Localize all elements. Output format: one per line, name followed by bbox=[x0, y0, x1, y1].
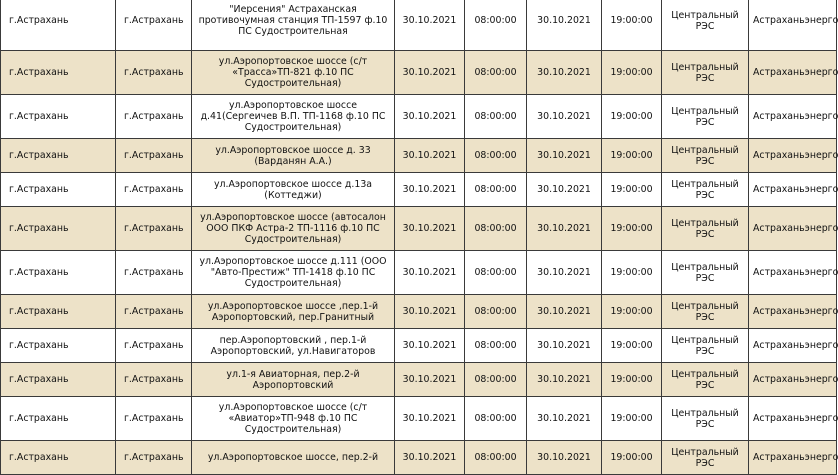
end-date-cell: 30.10.2021 bbox=[527, 207, 602, 251]
city-cell: г.Астрахань bbox=[116, 441, 192, 475]
region-cell: г.Астрахань bbox=[1, 173, 116, 207]
start-date-cell: 30.10.2021 bbox=[395, 139, 465, 173]
end-date-cell: 30.10.2021 bbox=[527, 251, 602, 295]
res-cell: Центральный РЭС bbox=[662, 441, 749, 475]
res-cell: Центральный РЭС bbox=[662, 251, 749, 295]
company-cell: Астраханьэнерго bbox=[749, 363, 837, 397]
res-cell: Центральный РЭС bbox=[662, 95, 749, 139]
res-cell: Центральный РЭС bbox=[662, 139, 749, 173]
company-cell: Астраханьэнерго bbox=[749, 95, 837, 139]
region-cell: г.Астрахань bbox=[1, 0, 116, 51]
address-cell: ул.Аэропортовское шоссе ,пер.1-й Аэропортовский, пер.Гранитный bbox=[192, 295, 395, 329]
start-time-cell: 08:00:00 bbox=[465, 251, 527, 295]
table-row bbox=[1, 441, 837, 475]
region-cell: г.Астрахань bbox=[1, 295, 116, 329]
start-time-cell: 08:00:00 bbox=[465, 51, 527, 95]
start-date-cell: 30.10.2021 bbox=[395, 95, 465, 139]
res-cell: Центральный РЭС bbox=[662, 363, 749, 397]
address-cell: ул.Аэропортовское шоссе (с/т «Трасса»ТП-821 ф.10 ПС Судостроительная) bbox=[192, 51, 395, 95]
address-cell: ул.Аэропортовское шоссе (автосалон ООО ПКФ Астра-2 ТП-1116 ф.10 ПС Судостроительная) bbox=[192, 207, 395, 251]
end-time-cell: 19:00:00 bbox=[602, 329, 662, 363]
start-time-cell: 08:00:00 bbox=[465, 363, 527, 397]
city-cell: г.Астрахань bbox=[116, 295, 192, 329]
address-cell: ул.Аэропортовское шоссе д. 33 (Варданян А.А.) bbox=[192, 139, 395, 173]
start-date-cell: 30.10.2021 bbox=[395, 363, 465, 397]
end-time-cell: 19:00:00 bbox=[602, 441, 662, 475]
company-cell: Астраханьэнерго bbox=[749, 397, 837, 441]
end-time-cell: 19:00:00 bbox=[602, 139, 662, 173]
start-time-cell: 08:00:00 bbox=[465, 397, 527, 441]
start-date-cell: 30.10.2021 bbox=[395, 295, 465, 329]
end-date-cell: 30.10.2021 bbox=[527, 363, 602, 397]
start-time-cell: 08:00:00 bbox=[465, 139, 527, 173]
table-row bbox=[1, 173, 837, 207]
region-cell: г.Астрахань bbox=[1, 441, 116, 475]
city-cell: г.Астрахань bbox=[116, 51, 192, 95]
city-cell: г.Астрахань bbox=[116, 173, 192, 207]
start-time-cell: 08:00:00 bbox=[465, 173, 527, 207]
end-time-cell: 19:00:00 bbox=[602, 207, 662, 251]
table-row bbox=[1, 139, 837, 173]
res-cell: Центральный РЭС bbox=[662, 295, 749, 329]
end-date-cell: 30.10.2021 bbox=[527, 0, 602, 51]
end-time-cell: 19:00:00 bbox=[602, 95, 662, 139]
res-cell: Центральный РЭС bbox=[662, 397, 749, 441]
address-cell: пер.Аэропортовский , пер.1-й Аэропортовский, ул.Навигаторов bbox=[192, 329, 395, 363]
table-row bbox=[1, 251, 837, 295]
end-date-cell: 30.10.2021 bbox=[527, 397, 602, 441]
start-time-cell: 08:00:00 bbox=[465, 441, 527, 475]
start-date-cell: 30.10.2021 bbox=[395, 207, 465, 251]
table-row bbox=[1, 95, 837, 139]
region-cell: г.Астрахань bbox=[1, 397, 116, 441]
end-time-cell: 19:00:00 bbox=[602, 51, 662, 95]
city-cell: г.Астрахань bbox=[116, 397, 192, 441]
start-time-cell: 08:00:00 bbox=[465, 0, 527, 51]
company-cell: Астраханьэнерго bbox=[749, 251, 837, 295]
table-row bbox=[1, 207, 837, 251]
start-date-cell: 30.10.2021 bbox=[395, 441, 465, 475]
region-cell: г.Астрахань bbox=[1, 51, 116, 95]
res-cell: Центральный РЭС bbox=[662, 51, 749, 95]
company-cell: Астраханьэнерго bbox=[749, 295, 837, 329]
start-time-cell: 08:00:00 bbox=[465, 207, 527, 251]
table-row bbox=[1, 51, 837, 95]
company-cell: Астраханьэнерго bbox=[749, 51, 837, 95]
end-time-cell: 19:00:00 bbox=[602, 363, 662, 397]
region-cell: г.Астрахань bbox=[1, 329, 116, 363]
address-cell: ул.1-я Авиаторная, пер.2-й Аэропортовский bbox=[192, 363, 395, 397]
end-date-cell: 30.10.2021 bbox=[527, 295, 602, 329]
region-cell: г.Астрахань bbox=[1, 207, 116, 251]
end-time-cell: 19:00:00 bbox=[602, 251, 662, 295]
table-row bbox=[1, 329, 837, 363]
city-cell: г.Астрахань bbox=[116, 207, 192, 251]
table-row bbox=[1, 0, 837, 51]
city-cell: г.Астрахань bbox=[116, 0, 192, 51]
start-time-cell: 08:00:00 bbox=[465, 329, 527, 363]
start-time-cell: 08:00:00 bbox=[465, 295, 527, 329]
address-cell: "Иерсения" Астраханская противочумная станция ТП-1597 ф.10 ПС Судостроительная bbox=[192, 0, 395, 51]
res-cell: Центральный РЭС bbox=[662, 207, 749, 251]
city-cell: г.Астрахань bbox=[116, 363, 192, 397]
address-cell: ул.Аэропортовское шоссе д.13а (Коттеджи) bbox=[192, 173, 395, 207]
end-date-cell: 30.10.2021 bbox=[527, 329, 602, 363]
city-cell: г.Астрахань bbox=[116, 139, 192, 173]
city-cell: г.Астрахань bbox=[116, 329, 192, 363]
company-cell: Астраханьэнерго bbox=[749, 173, 837, 207]
start-date-cell: 30.10.2021 bbox=[395, 329, 465, 363]
table-body bbox=[1, 0, 837, 475]
end-date-cell: 30.10.2021 bbox=[527, 95, 602, 139]
table-row bbox=[1, 363, 837, 397]
address-cell: ул.Аэропортовское шоссе д.41(Сергеичев В.П. ТП-1168 ф.10 ПС Судостроительная) bbox=[192, 95, 395, 139]
table-row bbox=[1, 295, 837, 329]
start-date-cell: 30.10.2021 bbox=[395, 173, 465, 207]
end-date-cell: 30.10.2021 bbox=[527, 173, 602, 207]
end-time-cell: 19:00:00 bbox=[602, 295, 662, 329]
start-date-cell: 30.10.2021 bbox=[395, 397, 465, 441]
region-cell: г.Астрахань bbox=[1, 363, 116, 397]
address-cell: ул.Аэропортовское шоссе, пер.2-й bbox=[192, 441, 395, 475]
address-cell: ул.Аэропортовское шоссе (с/т «Авиатор»ТП-948 ф.10 ПС Судостроительная) bbox=[192, 397, 395, 441]
start-time-cell: 08:00:00 bbox=[465, 95, 527, 139]
table-row bbox=[1, 397, 837, 441]
region-cell: г.Астрахань bbox=[1, 251, 116, 295]
company-cell: Астраханьэнерго bbox=[749, 207, 837, 251]
end-time-cell: 19:00:00 bbox=[602, 0, 662, 51]
end-date-cell: 30.10.2021 bbox=[527, 441, 602, 475]
company-cell: Астраханьэнерго bbox=[749, 0, 837, 51]
region-cell: г.Астрахань bbox=[1, 139, 116, 173]
end-time-cell: 19:00:00 bbox=[602, 397, 662, 441]
res-cell: Центральный РЭС bbox=[662, 0, 749, 51]
end-time-cell: 19:00:00 bbox=[602, 173, 662, 207]
company-cell: Астраханьэнерго bbox=[749, 329, 837, 363]
end-date-cell: 30.10.2021 bbox=[527, 139, 602, 173]
start-date-cell: 30.10.2021 bbox=[395, 51, 465, 95]
address-cell: ул.Аэропортовское шоссе д.111 (ООО "Авто-Престиж" ТП-1418 ф.10 ПС Судостроительная) bbox=[192, 251, 395, 295]
company-cell: Астраханьэнерго bbox=[749, 139, 837, 173]
res-cell: Центральный РЭС bbox=[662, 329, 749, 363]
company-cell: Астраханьэнерго bbox=[749, 441, 837, 475]
end-date-cell: 30.10.2021 bbox=[527, 51, 602, 95]
start-date-cell: 30.10.2021 bbox=[395, 0, 465, 51]
start-date-cell: 30.10.2021 bbox=[395, 251, 465, 295]
res-cell: Центральный РЭС bbox=[662, 173, 749, 207]
city-cell: г.Астрахань bbox=[116, 251, 192, 295]
city-cell: г.Астрахань bbox=[116, 95, 192, 139]
region-cell: г.Астрахань bbox=[1, 95, 116, 139]
